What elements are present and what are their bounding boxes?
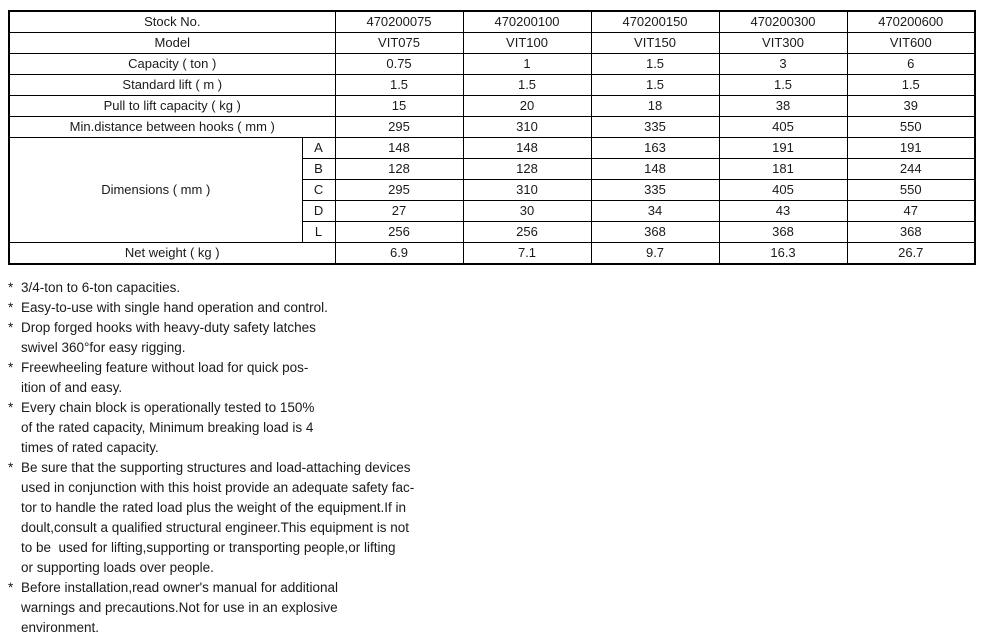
table-cell: 34 (591, 201, 719, 222)
note-line (8, 418, 976, 438)
table-cell: 163 (591, 138, 719, 159)
note-line (8, 358, 976, 378)
table-cell: 1.5 (591, 75, 719, 96)
table-cell: 191 (719, 138, 847, 159)
note-line (8, 318, 976, 338)
note-item (8, 278, 976, 298)
note-text: Before installation,read owner's manual for additional (21, 580, 339, 595)
dimension-key: B (302, 159, 335, 180)
note-text: swivel 360°for easy rigging. (21, 340, 186, 355)
table-row-net-weight (9, 243, 975, 265)
note-text: Drop forged hooks with heavy-duty safety latches (21, 320, 316, 335)
note-item (8, 358, 976, 398)
note-text: Be sure that the supporting structures and load-attaching devices (21, 460, 411, 475)
table-cell: 20 (463, 96, 591, 117)
table-cell: VIT100 (463, 33, 591, 54)
feature-notes (8, 278, 976, 638)
table-cell: 405 (719, 117, 847, 138)
table-cell: 128 (335, 159, 463, 180)
table-cell: 47 (847, 201, 975, 222)
table-cell: 1 (463, 54, 591, 75)
table-row-standard-lift (9, 75, 975, 96)
note-line (8, 558, 976, 578)
table-cell: 256 (463, 222, 591, 243)
table-cell: 38 (719, 96, 847, 117)
row-label-dimensions: Dimensions ( mm ) (9, 138, 302, 243)
note-item (8, 578, 976, 638)
table-row-capacity (9, 54, 975, 75)
note-text: used in conjunction with this hoist provide an adequate safety fac- (21, 480, 415, 495)
bullet-asterisk: * (8, 400, 14, 415)
table-cell: 16.3 (719, 243, 847, 265)
note-line (8, 498, 976, 518)
note-text: warnings and precautions.Not for use in an explosive (21, 600, 338, 615)
table-cell: VIT150 (591, 33, 719, 54)
table-cell: 1.5 (719, 75, 847, 96)
row-label: Standard lift ( m ) (9, 75, 335, 96)
note-line (8, 298, 976, 318)
row-label: Min.distance between hooks ( mm ) (9, 117, 335, 138)
note-line (8, 478, 976, 498)
table-cell: 335 (591, 117, 719, 138)
table-row-model (9, 33, 975, 54)
row-label: Model (9, 33, 335, 54)
dimension-key: L (302, 222, 335, 243)
table-cell: 43 (719, 201, 847, 222)
note-text: 3/4-ton to 6-ton capacities. (21, 280, 181, 295)
dimension-key: A (302, 138, 335, 159)
table-cell: 7.1 (463, 243, 591, 265)
table-cell: 295 (335, 117, 463, 138)
table-row-min-distance (9, 117, 975, 138)
note-item (8, 458, 976, 578)
table-cell: 310 (463, 180, 591, 201)
row-label: Net weight ( kg ) (9, 243, 335, 265)
table-cell: 1.5 (591, 54, 719, 75)
note-line (8, 338, 976, 358)
table-cell: VIT300 (719, 33, 847, 54)
table-cell: 9.7 (591, 243, 719, 265)
table-cell: 1.5 (463, 75, 591, 96)
row-label: Stock No. (9, 11, 335, 33)
table-cell: 1.5 (335, 75, 463, 96)
table-cell: 27 (335, 201, 463, 222)
table-cell: 18 (591, 96, 719, 117)
table-cell: 368 (719, 222, 847, 243)
table-cell: 3 (719, 54, 847, 75)
spec-table (8, 10, 976, 265)
table-cell: 310 (463, 117, 591, 138)
table-row-stock-no (9, 11, 975, 33)
table-cell: 15 (335, 96, 463, 117)
table-row-pull-to-lift (9, 96, 975, 117)
table-cell: 470200600 (847, 11, 975, 33)
table-cell: 26.7 (847, 243, 975, 265)
note-text: to be used for lifting,supporting or transporting people,or lifting (21, 540, 396, 555)
note-text: ition of and easy. (21, 380, 123, 395)
note-line (8, 378, 976, 398)
note-text: or supporting loads over people. (21, 560, 214, 575)
table-cell: 335 (591, 180, 719, 201)
table-cell: 181 (719, 159, 847, 180)
bullet-asterisk: * (8, 460, 14, 475)
table-cell: 39 (847, 96, 975, 117)
dimension-key: D (302, 201, 335, 222)
table-cell: 368 (847, 222, 975, 243)
bullet-asterisk: * (8, 300, 14, 315)
table-cell: 470200100 (463, 11, 591, 33)
note-line (8, 538, 976, 558)
note-text: Easy-to-use with single hand operation and control. (21, 300, 328, 315)
table-cell: 405 (719, 180, 847, 201)
note-line (8, 578, 976, 598)
row-label: Pull to lift capacity ( kg ) (9, 96, 335, 117)
bullet-asterisk: * (8, 580, 14, 595)
table-cell: 550 (847, 180, 975, 201)
bullet-asterisk: * (8, 320, 14, 335)
table-cell: 1.5 (847, 75, 975, 96)
note-text: Freewheeling feature without load for quick pos- (21, 360, 309, 375)
table-cell: 148 (335, 138, 463, 159)
note-text: of the rated capacity, Minimum breaking load is 4 (21, 420, 314, 435)
table-cell: 295 (335, 180, 463, 201)
table-cell: 148 (463, 138, 591, 159)
note-line (8, 618, 976, 638)
table-row-dimension-a (9, 138, 975, 159)
table-cell: 256 (335, 222, 463, 243)
table-cell: 244 (847, 159, 975, 180)
table-cell: 470200150 (591, 11, 719, 33)
bullet-asterisk: * (8, 360, 14, 375)
table-cell: 550 (847, 117, 975, 138)
note-text: tor to handle the rated load plus the weight of the equipment.If in (21, 500, 407, 515)
table-cell: 6 (847, 54, 975, 75)
table-cell: 6.9 (335, 243, 463, 265)
note-line (8, 398, 976, 418)
note-text: times of rated capacity. (21, 440, 159, 455)
note-text: environment. (21, 620, 100, 635)
table-cell: 128 (463, 159, 591, 180)
note-line (8, 518, 976, 538)
table-cell: VIT600 (847, 33, 975, 54)
note-line (8, 458, 976, 478)
table-cell: 30 (463, 201, 591, 222)
dimension-key: C (302, 180, 335, 201)
row-label: Capacity ( ton ) (9, 54, 335, 75)
note-item (8, 318, 976, 358)
table-cell: 148 (591, 159, 719, 180)
note-line (8, 278, 976, 298)
note-item (8, 398, 976, 458)
table-cell: VIT075 (335, 33, 463, 54)
table-cell: 191 (847, 138, 975, 159)
note-text: doult,consult a qualified structural engineer.This equipment is not (21, 520, 409, 535)
note-line (8, 598, 976, 618)
bullet-asterisk: * (8, 280, 14, 295)
table-cell: 470200300 (719, 11, 847, 33)
note-item (8, 298, 976, 318)
note-line (8, 438, 976, 458)
table-cell: 0.75 (335, 54, 463, 75)
table-cell: 368 (591, 222, 719, 243)
note-text: Every chain block is operationally tested to 150% (21, 400, 315, 415)
table-cell: 470200075 (335, 11, 463, 33)
